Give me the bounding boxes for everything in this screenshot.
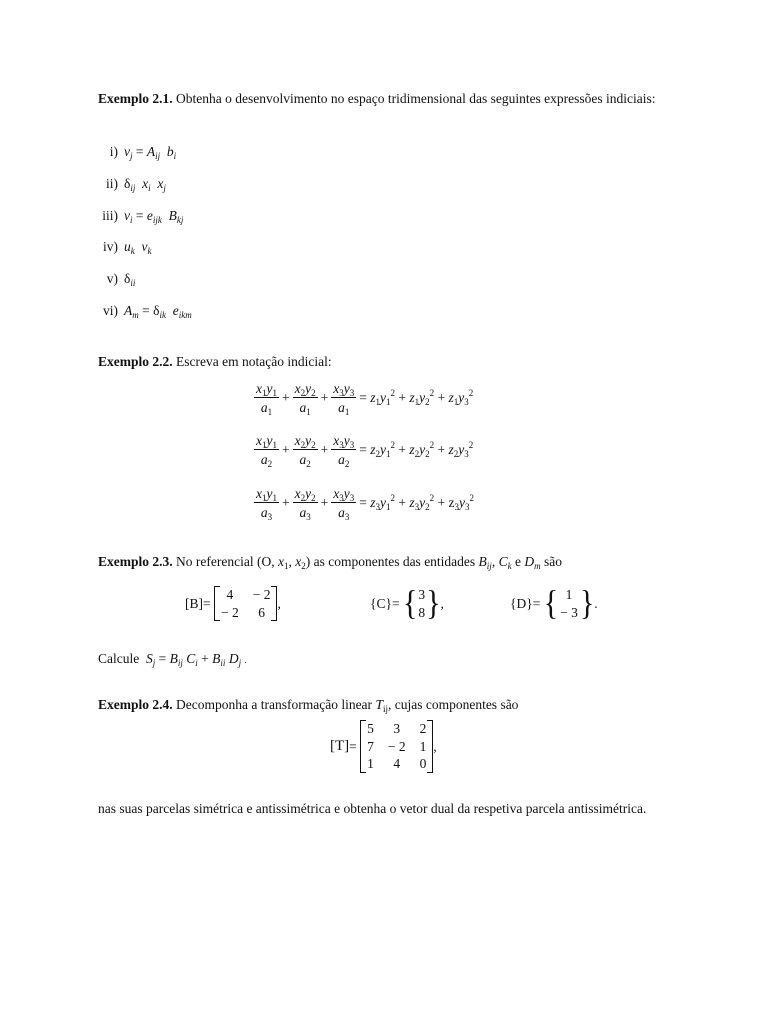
item-label-ii: ii) (106, 176, 118, 191)
item-label-iv: iv) (103, 239, 118, 254)
matrix-b-cell: 6 (258, 604, 265, 620)
example-2-3-conj: e (514, 554, 521, 569)
matrix-t-group: [T]= 5 3 2 7 − 2 1 1 4 0 , (330, 721, 437, 771)
expression-iv: iv) $u_k$ $v_k$ (98, 240, 152, 254)
example-2-2-title: Exemplo 2.2. (98, 354, 173, 369)
item-label-i: i) (109, 144, 118, 159)
matrix-t (360, 720, 433, 773)
vector-d-cell: 1 (565, 587, 573, 602)
equation-row-2: $\frac{x_1y_1}{a_2}$ + $\frac{x_2y_2}{a_2}$ + $\frac{x_3y_3}{a_2}$ = $z_2y_1^2 + z_2y_2^2 + z_2y_3^2$ (256, 433, 474, 469)
calcule-line: Calcule $S_j = B_{ij}$ $C_i + B_{ii}$ $D_j$ . (98, 651, 247, 668)
matrix-b-group: [B]= 4 − 2 − 2 6 , (185, 587, 281, 620)
matrix-t-cell: − 2 (387, 738, 406, 754)
example-2-4-text-b: , cujas componentes são (387, 697, 519, 712)
matrix-t-cell: 3 (393, 721, 401, 736)
matrix-t-cell: 1 (419, 738, 427, 754)
matrix-b-cell: 4 (226, 587, 234, 602)
vector-d-label: {D}= (510, 595, 541, 611)
item-label-vi: vi) (103, 303, 118, 318)
example-2-3-statement: Exemplo 2.3. No referencial (O, $x_1$, $x_2$) as componentes das entidades $B_{ij}$, $C_k$ e $D_m$ são (98, 554, 562, 571)
example-2-4-title: Exemplo 2.4. (98, 697, 173, 712)
vector-d (558, 586, 580, 621)
example-2-3-title: Exemplo 2.3. (98, 554, 173, 569)
matrix-t-cell: 0 (419, 756, 427, 771)
expression-vi: vi) $A_m = \delta_{ik}$ $e_{ikm}$ (98, 304, 192, 318)
item-label-iii: iii) (102, 208, 118, 223)
matrix-t-cell: 2 (419, 721, 427, 736)
equation-row-3: $\frac{x_1y_1}{a_3}$ + $\frac{x_2y_2}{a_3}$ + $\frac{x_3y_3}{a_3}$ = $z_3y_1^2 + z_3y_2^2 + z_3y_3^2$ (256, 486, 475, 522)
example-2-3-text-c: são (543, 554, 562, 569)
expression-i: i) $v_j = A_{ij}$ $b_i$ (98, 145, 176, 159)
expression-v: v) $\delta_{ii}$ (98, 272, 135, 286)
example-2-2-text: Escreva em notação indicial: (176, 354, 332, 369)
matrix-t-cell: 4 (393, 756, 401, 771)
example-2-4-conclusion: nas suas parcelas simétrica e antissimétrica e obtenha o vetor dual da respetiva parcela antissimétrica. (98, 801, 647, 816)
matrix-b (214, 586, 278, 621)
vector-d-group: {D}= { 1 − 3 }. (510, 583, 598, 622)
equation-row-1: $\frac{x_1y_1}{a_1}$ + $\frac{x_2y_2}{a_1}$ + $\frac{x_3y_3}{a_1}$ = $z_1y_1^2 + z_1y_2^2 + z_1y_3^2$ (256, 381, 474, 417)
vector-c (417, 586, 426, 621)
vector-c-group: {C}= { 3 8 }, (370, 583, 444, 622)
expression-ii: ii) $\delta_{ij}$ $x_i$ $x_j$ (98, 177, 166, 191)
vector-c-cell: 8 (418, 604, 426, 620)
vector-c-label: {C}= (370, 595, 400, 611)
matrix-b-cell: − 2 (220, 604, 239, 620)
example-2-4-text-a: Decomponha a transformação linear (176, 697, 373, 712)
example-2-1-text: Obtenha o desenvolvimento no espaço tridimensional das seguintes expressões indiciais: (176, 91, 656, 106)
matrix-t-cell: 7 (367, 738, 374, 754)
vector-d-cell: − 3 (560, 604, 578, 620)
expression-iii: iii) $v_i = e_{ijk}$ $B_{kj}$ (98, 209, 183, 223)
matrix-t-cell: 5 (367, 721, 374, 736)
matrix-b-label: [B]= (185, 595, 211, 611)
matrix-t-cell: 1 (367, 756, 374, 771)
example-2-1-statement (98, 84, 680, 113)
calcule-text: Calcule (98, 651, 140, 666)
matrix-b-cell: − 2 (252, 587, 271, 602)
example-2-2-statement (98, 355, 332, 369)
vector-c-cell: 3 (418, 587, 426, 602)
example-2-3-text-b: as componentes das entidades (313, 554, 476, 569)
item-label-v: v) (106, 271, 118, 286)
matrix-t-label: [T] (330, 737, 350, 754)
example-2-4-statement: Exemplo 2.4. Decomponha a transformação linear $T_{ij}$, cujas componentes são (98, 697, 519, 714)
example-2-1-title: Exemplo 2.1. (98, 91, 173, 106)
example-2-3-text-a: No referencial (O, (176, 554, 275, 569)
